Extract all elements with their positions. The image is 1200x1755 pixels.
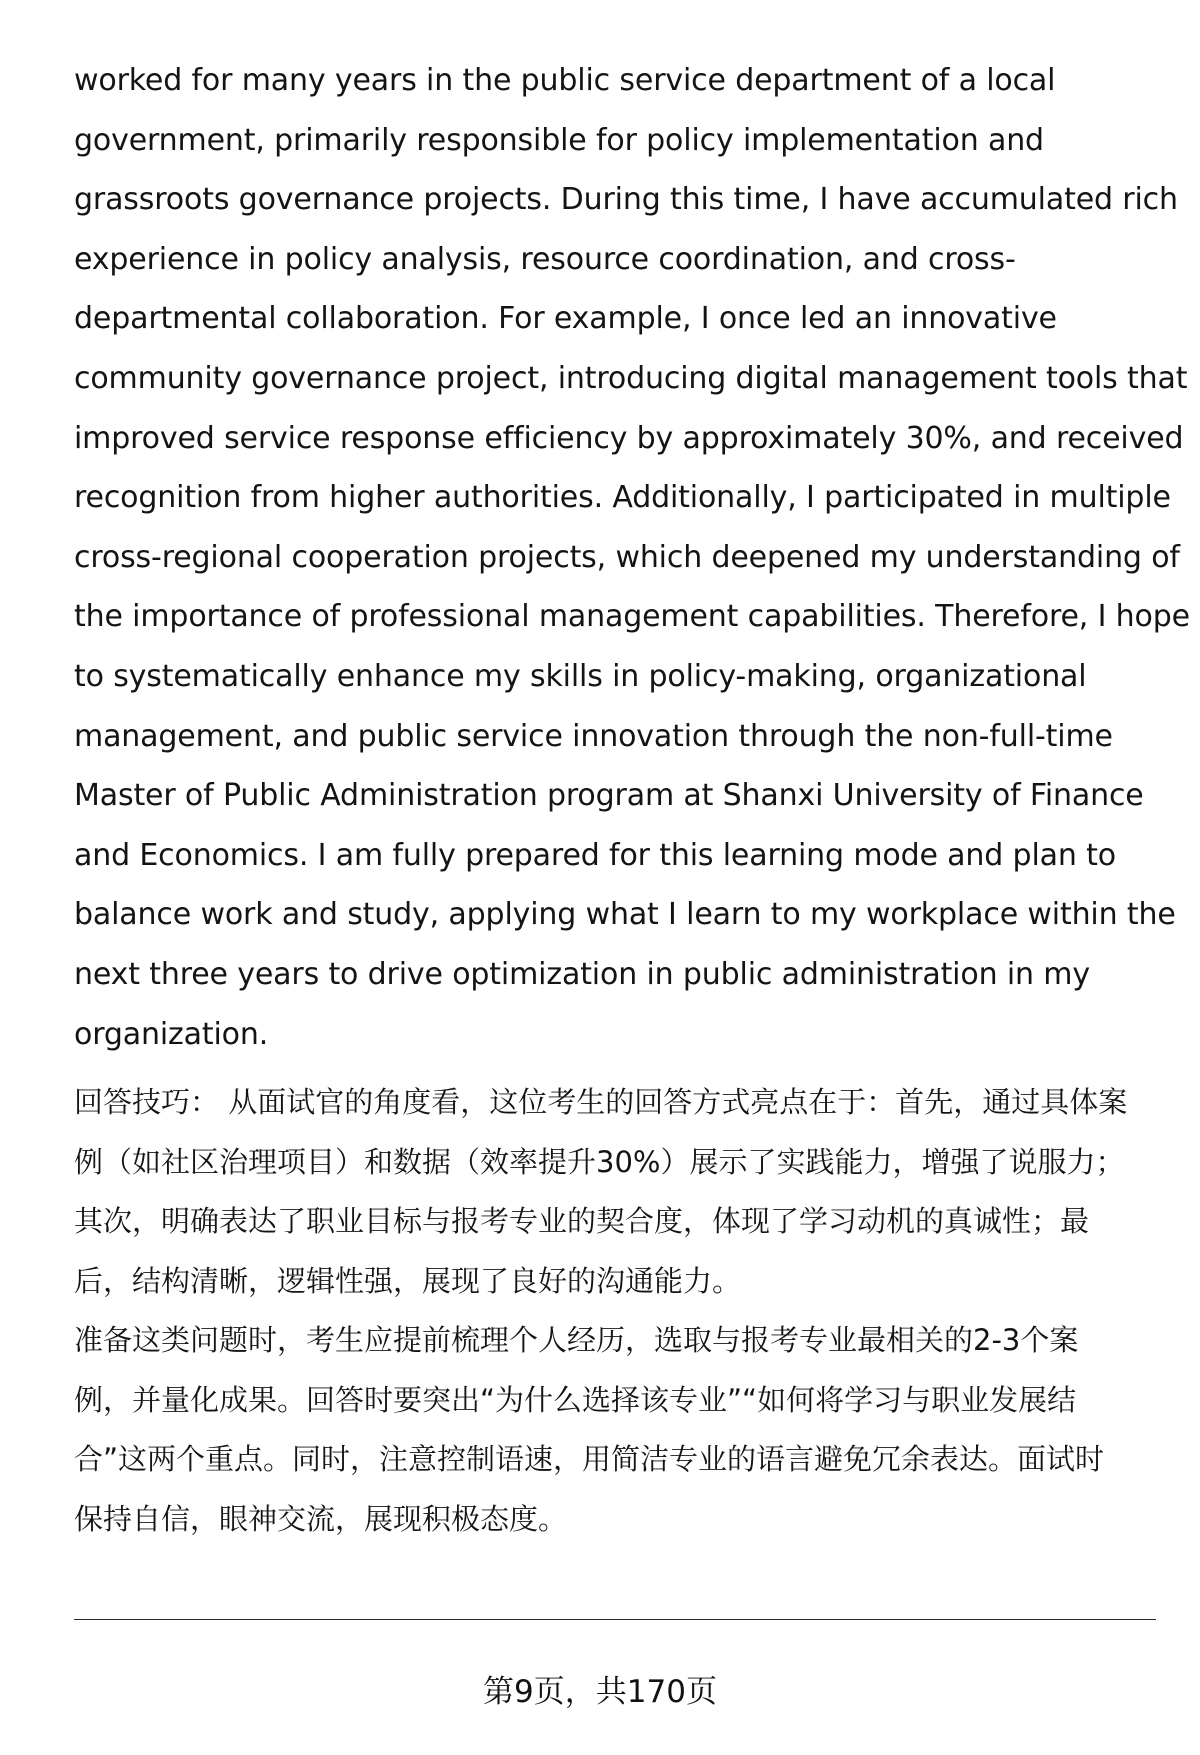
body-line: balance work and study, applying what I learn to my workplace within the	[74, 897, 1176, 933]
body-line: Master of Public Administration program at Shanxi University of Finance	[74, 778, 1144, 814]
tips-line: 例，并量化成果。回答时要突出“为什么选择该专业”“如何将学习与职业发展结	[74, 1382, 1077, 1417]
answer-tips-section	[74, 1073, 1164, 1549]
body-line: the importance of professional management capabilities. Therefore, I hope	[74, 599, 1190, 635]
body-line: community governance project, introducing digital management tools that	[74, 360, 1188, 396]
body-line: recognition from higher authorities. Additionally, I participated in multiple	[74, 480, 1171, 516]
page-number: 第9页，共170页	[483, 1674, 717, 1710]
body-line: next three years to drive optimization in public administration in my	[74, 956, 1090, 992]
tips-line: 合”这两个重点。同时，注意控制语速，用简洁专业的语言避免冗余表达。面试时	[74, 1442, 1105, 1476]
body-line: to systematically enhance my skills in policy-making, organizational	[74, 658, 1087, 694]
tips-line: 例（如社区治理项目）和数据（效率提升30%）展示了实践能力，增强了说服力；	[74, 1144, 1125, 1179]
body-line: worked for many years in the public service department of a local	[74, 63, 1056, 98]
footer-divider	[74, 1619, 1156, 1620]
tips-line: 其次，明确表达了职业目标与报考专业的契合度，体现了学习动机的真诚性；最	[74, 1204, 1090, 1238]
tips-line: 保持自信，眼神交流，展现积极态度。	[74, 1501, 568, 1536]
body-line: departmental collaboration. For example, I once led an innovative	[74, 301, 1057, 337]
body-line: experience in policy analysis, resource coordination, and cross-	[74, 241, 1016, 277]
answer-body-text	[74, 51, 1190, 1064]
body-line: government, primarily responsible for policy implementation and	[74, 122, 1044, 158]
body-line: organization.	[74, 1016, 269, 1052]
tips-line: 准备这类问题时，考生应提前梳理个人经历，选取与报考专业最相关的2-3个案	[74, 1323, 1079, 1357]
body-line: grassroots governance projects. During this time, I have accumulated rich	[74, 182, 1178, 218]
body-line: and Economics. I am fully prepared for this learning mode and plan to	[74, 837, 1116, 873]
body-line: cross-regional cooperation projects, which deepened my understanding of	[74, 539, 1180, 575]
tips-line: 后，结构清晰，逻辑性强，展现了良好的沟通能力。	[74, 1263, 742, 1298]
body-line: improved service response efficiency by approximately 30%, and received	[74, 420, 1184, 456]
tips-line: 回答技巧： 从面试官的角度看，这位考生的回答方式亮点在于：首先，通过具体案	[74, 1085, 1128, 1119]
body-line: management, and public service innovation through the non-full-time	[74, 718, 1113, 754]
